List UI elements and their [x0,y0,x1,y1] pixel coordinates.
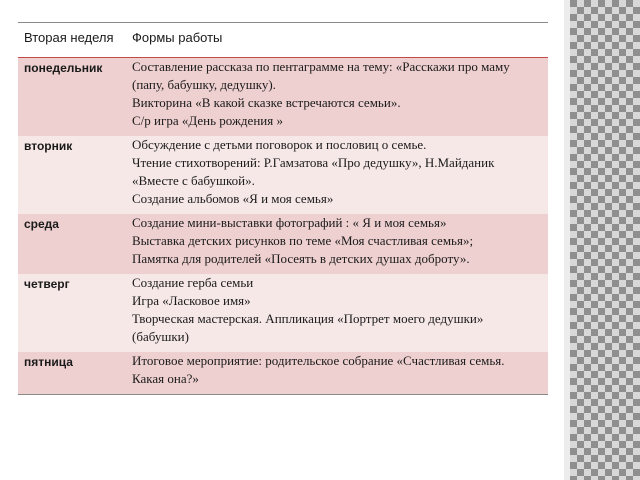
day-cell: четверг [24,277,70,291]
day-cell: вторник [24,139,73,153]
activity-line: Чтение стихотворений: Р.Гамзатова «Про дедушку», Н.Майданик [132,155,495,170]
activity-line: (бабушки) [132,329,189,344]
activity-line: Творческая мастерская. Аппликация «Портрет моего дедушки» [132,311,484,326]
table-header-row [18,23,548,58]
table-row [18,58,548,137]
day-cell: пятница [24,355,73,369]
activities-cell [126,274,548,352]
activity-line: Составление рассказа по пентаграмме на тему: «Расскажи про маму [132,59,510,74]
activity-line: Создание мини-выставки фотографий : « Я и моя семья» [132,215,447,230]
activities-cell [126,214,548,274]
activity-line: Какая она?» [132,371,199,386]
table-row [18,274,548,352]
activity-line: Викторина «В какой сказке встречаются семьи». [132,95,401,110]
activity-line: Выставка детских рисунков по теме «Моя счастливая семья»; [132,233,474,248]
activity-line: Игра «Ласковое имя» [132,293,251,308]
activities-cell [126,352,548,395]
day-cell: среда [24,217,59,231]
table-row [18,136,548,214]
table-row [18,352,548,395]
table-row [18,214,548,274]
activities-cell [126,136,548,214]
activity-line: Памятка для родителей «Посеять в детских душах доброту». [132,251,470,266]
activities-cell [126,58,548,137]
activity-line: Итоговое мероприятие: родительское собрание «Счастливая семья. [132,353,505,368]
activity-line: С/р игра «День рождения » [132,113,283,128]
activity-line: Создание альбомов «Я и моя семья» [132,191,334,206]
header-activities: Формы работы [126,23,548,58]
activity-line: Создание герба семьи [132,275,254,290]
activity-line: (папу, бабушку, дедушку). [132,77,276,92]
decorative-diamond-pattern [570,0,640,480]
weekly-schedule-table [18,22,548,395]
day-cell: понедельник [24,61,103,75]
activity-line: «Вместе с бабушкой». [132,173,255,188]
header-day: Вторая неделя [18,23,126,58]
activity-line: Обсуждение с детьми поговорок и пословиц о семье. [132,137,427,152]
